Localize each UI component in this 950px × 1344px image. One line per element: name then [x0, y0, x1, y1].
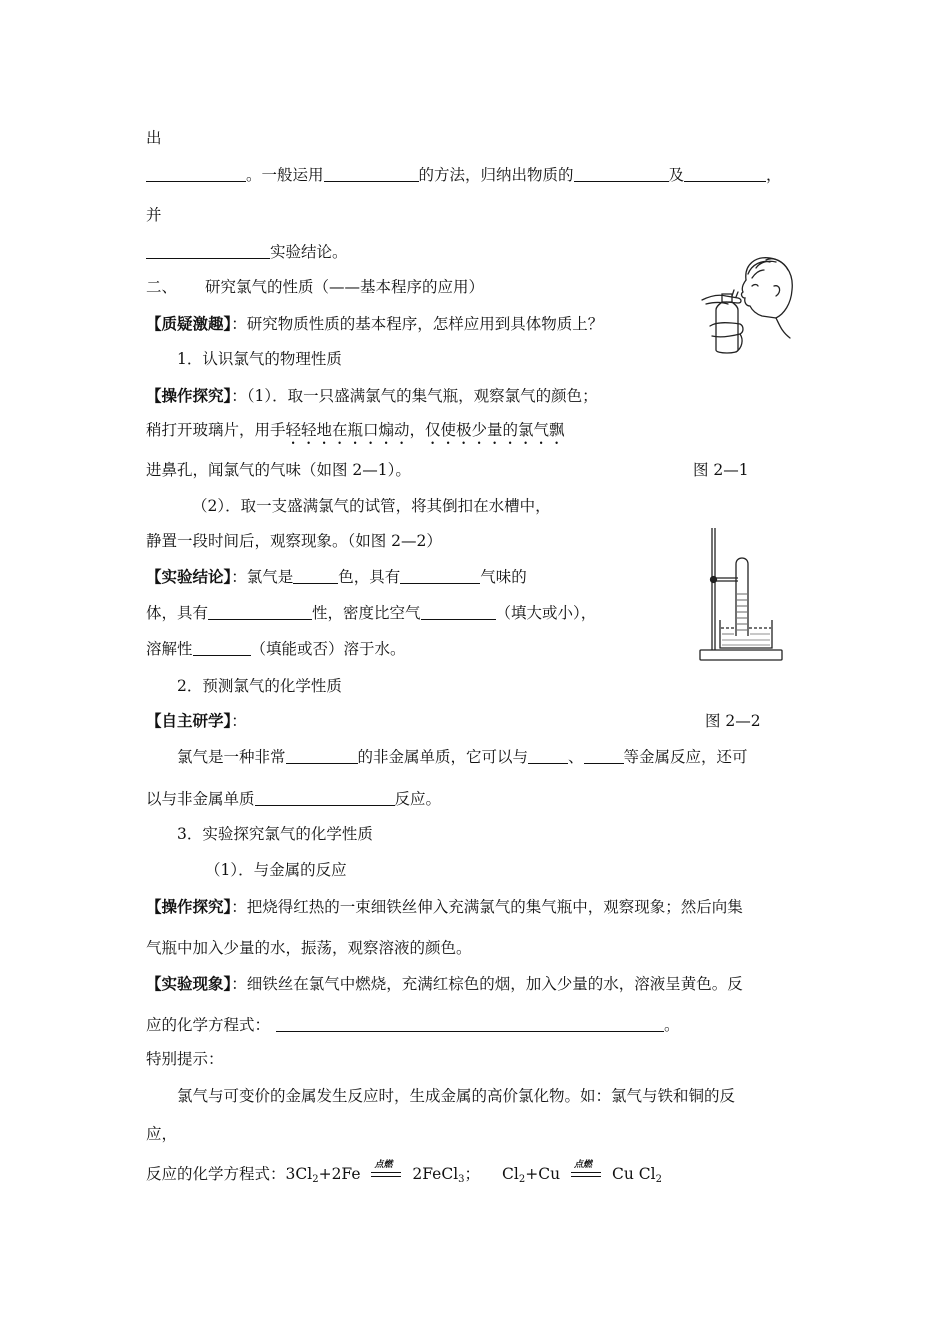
subsection-1: 1．认识氯气的物理性质	[177, 350, 342, 368]
blank	[684, 166, 766, 182]
subsection-3-1: （1）．与金属的反应	[205, 861, 347, 879]
blank	[146, 243, 270, 259]
figure-1-smelling-illustration	[696, 252, 800, 358]
operation-3: 【操作探究】：把烧得红热的一束细铁丝伸入充满氯气的集气瓶中，观察现象；然后向集	[146, 897, 743, 916]
operation-2: （2）．取一支盛满氯气的试管，将其倒扣在水槽中，	[192, 497, 551, 515]
prediction-line-1: 氯气是一种非常 的非金属单质，它可以与 、 等金属反应，还可	[177, 748, 748, 766]
tip-heading: 特别提示：	[146, 1050, 224, 1068]
conclusion-line-2: 体，具有 性，密度比空气 （填大或小），	[146, 604, 597, 622]
blank	[286, 748, 358, 764]
line-2: 。一般运用 的方法，归纳出物质的 及 ，	[146, 165, 782, 185]
figure-2-test-tube-illustration	[696, 524, 786, 666]
tip-line-1: 氯气与可变价的金属发生反应时，生成金属的高价氯化物。如：氯气与铁和铜的反	[177, 1087, 736, 1105]
figure-2-caption: 图 2—2	[705, 712, 761, 730]
blank	[528, 748, 568, 764]
conclusion-line-3: 溶解性 （填能或否）溶于水。	[146, 640, 406, 658]
figure-1-caption: 图 2—1	[693, 461, 749, 479]
section-2-heading: 二、 研究氯气的性质（——基本程序的应用）	[146, 278, 485, 296]
conclusion-line-1: 【实验结论】：氯气是 色，具有 气味的	[146, 567, 527, 586]
prediction-line-2: 以与非金属单质 反应。	[146, 790, 442, 808]
blank	[193, 640, 251, 656]
operation-1-line-3: 进鼻孔，闻氯气的气味（如图 2—1）。	[146, 461, 411, 479]
blank	[293, 568, 338, 584]
operation-1-line-2: 稍打开玻璃片，用手轻轻地在瓶口煽动，仅使极少量的氯气飘	[146, 421, 565, 439]
line-3: 并	[146, 206, 162, 224]
blank	[255, 790, 395, 806]
subsection-3: 3．实验探究氯气的化学性质	[177, 825, 373, 843]
blank	[208, 604, 312, 620]
line-1: 出	[146, 129, 162, 147]
ignition-condition: 点燃	[569, 1161, 603, 1181]
self-study-line: 【自主研学】：	[146, 711, 247, 730]
operation-2-line-2: 静置一段时间后，观察现象。（如图 2—2）	[146, 532, 442, 550]
blank	[421, 604, 496, 620]
phenomenon-line-2: 应的化学方程式： 。	[146, 1016, 680, 1034]
equation-line: 反应的化学方程式：$3Cl_2+2Fe$ 点燃 2FeCl$_3$； $Cl_2+Cu$ 点燃 Cu $Cl_2$	[146, 1160, 662, 1185]
blank	[324, 166, 419, 182]
operation-1: 【操作探究】：（1）．取一只盛满氯气的集气瓶，观察氯气的颜色；	[146, 386, 598, 405]
phenomenon-line: 【实验现象】：细铁丝在氯气中燃烧，充满红棕色的烟，加入少量的水，溶液呈黄色。反	[146, 974, 743, 993]
ignition-condition: 点燃	[369, 1161, 403, 1181]
operation-3-line-2: 气瓶中加入少量的水，振荡，观察溶液的颜色。	[146, 939, 472, 957]
blank	[400, 568, 480, 584]
equation-blank	[276, 1016, 664, 1032]
blank	[574, 166, 669, 182]
blank	[584, 748, 624, 764]
subsection-2: 2．预测氯气的化学性质	[177, 677, 342, 695]
question-line: 【质疑激趣】：研究物质性质的基本程序，怎样应用到具体物质上？	[146, 314, 604, 333]
line-4: 实验结论。	[146, 242, 348, 262]
blank	[146, 166, 246, 182]
tip-line-2: 应，	[146, 1125, 178, 1143]
